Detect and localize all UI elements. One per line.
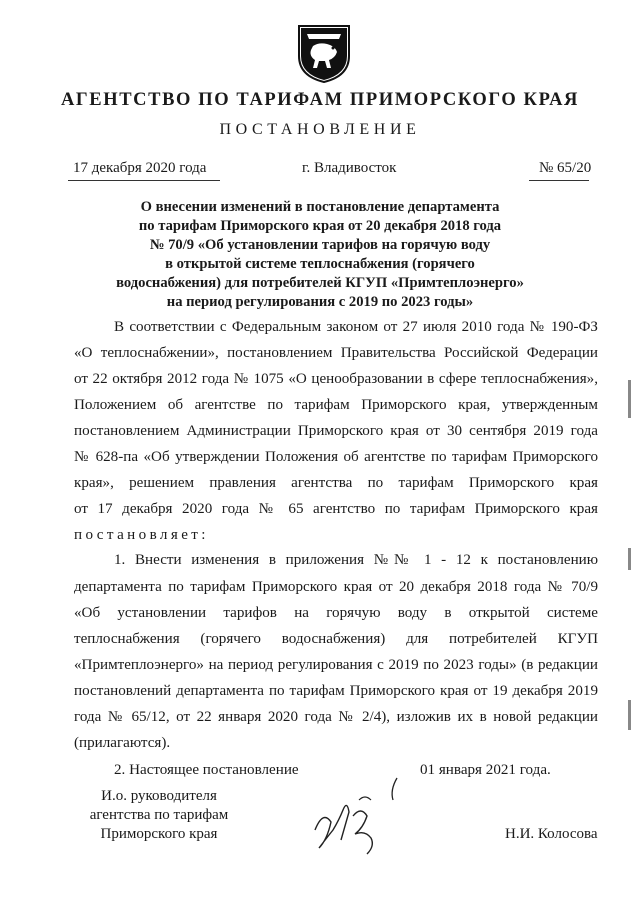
decree-word: постановляет: [74,527,209,543]
document-type: ПОСТАНОВЛЕНИЕ [219,121,421,138]
item2-start: 2. Настоящее постановление [114,762,299,778]
position-line: агентства по тарифам [89,807,229,823]
scan-margin-mark [628,700,631,730]
item1-line: (прилагаются). [74,735,171,751]
title-line: О внесении изменений в постановление департамента [140,199,500,215]
preamble-line: В соответствии с Федеральным законом от 27 июля 2010 года № 190-ФЗ [114,319,598,335]
preamble-line: от 17 декабря 2020 года № 65 агентство по тарифам Приморского края [74,501,598,517]
position-line: Приморского края [100,826,218,842]
document-title [80,198,560,312]
handwritten-signature [305,770,425,865]
document-date: 17 декабря 2020 года [73,160,207,176]
item1-line: 1. Внести изменения в приложения №№ 1 - 12 к постановлению [114,552,598,568]
item1-line: года № 65/12, от 22 января 2020 года № 2/4), изложив их в новой редакции [74,709,598,725]
item1-line: постановлений департамента по тарифам Приморского края от 19 декабря 2019 [74,683,598,699]
document-city: г. Владивосток [302,160,397,176]
title-line: водоснабжения) для потребителей КГУП «Примтеплоэнерго» [116,275,524,291]
scan-margin-mark [628,380,631,418]
item2-end: 01 января 2021 года. [420,762,551,778]
document-number: № 65/20 [539,160,592,176]
agency-name: АГЕНТСТВО ПО ТАРИФАМ ПРИМОРСКОГО КРАЯ [60,90,580,110]
title-line: в открытой системе теплоснабжения (горячего [165,256,475,272]
preamble-line: «О теплоснабжении», постановлением Правительства Российской Федерации [74,345,598,361]
title-line: по тарифам Приморского края от 20 декабря 2018 года [138,218,502,234]
item1-line: департамента по тарифам Приморского края от 20 декабря 2018 года № 70/9 [74,579,598,595]
scan-margin-mark [628,548,631,570]
preamble-line: от 22 октября 2012 года № 1075 «О ценообразовании в сфере теплоснабжения», [74,371,598,387]
preamble-line: постановлением Администрации Приморского края от 30 сентября 2019 года [74,423,598,439]
number-underline [529,180,589,181]
signatory-position [74,787,244,844]
item1-line: «Примтеплоэнерго» на период регулирования с 2019 по 2023 годы» (в редакции [74,657,598,673]
title-line: на период регулирования с 2019 по 2023 годы» [166,294,474,310]
item1-line: «Об установлении тарифов на горячую воду в открытой системе [74,605,598,621]
preamble-line: № 628-па «Об утверждении Положения об агентстве по тарифам Приморского [74,449,598,465]
date-underline [68,180,220,181]
coat-of-arms-icon [295,20,353,84]
item1-line: теплоснабжения (горячего водоснабжения) для потребителей КГУП [74,631,598,647]
preamble-line: Положением об агентстве по тарифам Приморского края, утвержденным [74,397,598,413]
title-line: № 70/9 «Об установлении тарифов на горячую воду [149,237,491,253]
position-line: И.о. руководителя [101,788,217,804]
signatory-name: Н.И. Колосова [505,826,598,842]
preamble-line: края», решением правления агентства по тарифам Приморского края [74,475,598,491]
